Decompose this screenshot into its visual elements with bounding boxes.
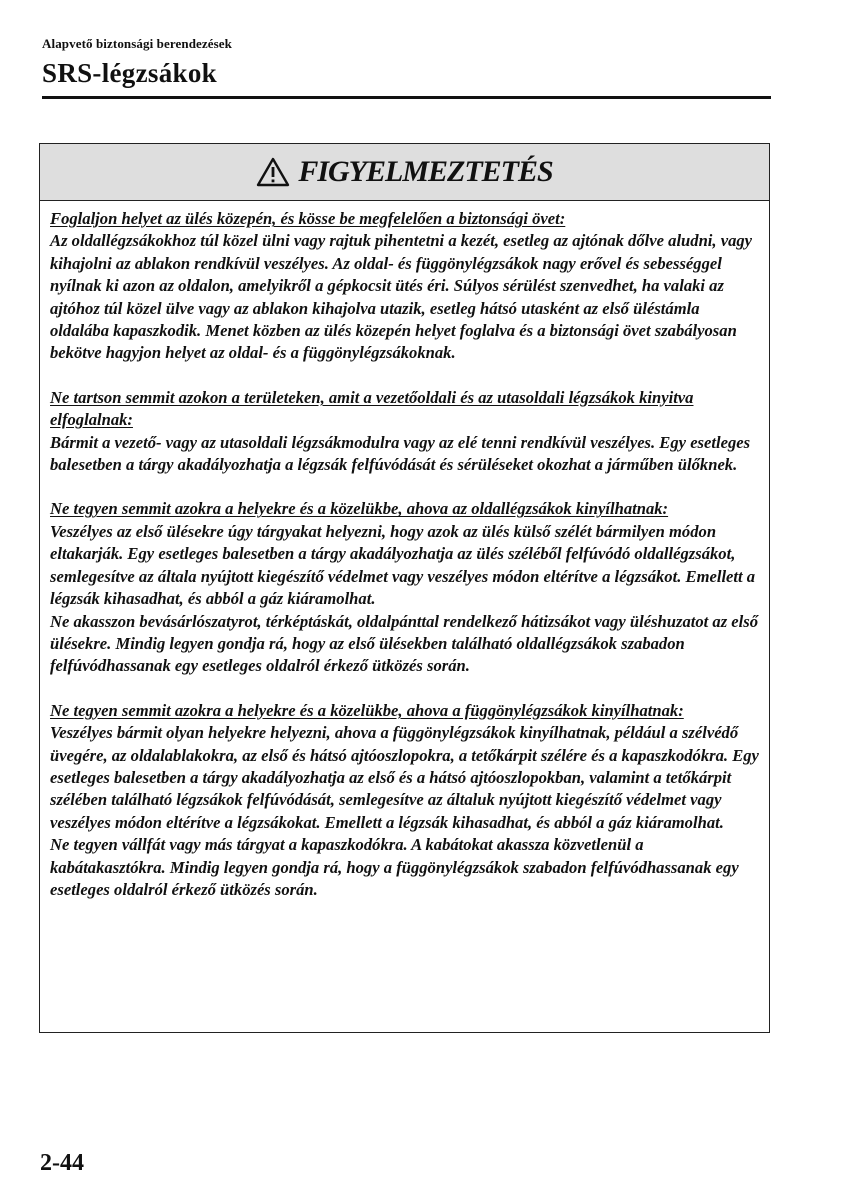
section-heading: Ne tegyen semmit azokra a helyekre és a közelükbe, ahova az oldallégzsákok kinyílhatnak: [50,499,669,519]
section-paragraph: Veszélyes bármit olyan helyekre helyezni, ahova a függönylégzsákok kinyílhatnak, például a szélvédő üvegére, az oldalablakokra, az első és hátsó ajtóoszlopokra, a tetőkárpit szélére és a kapaszkodókra. Egy esetleges balesetben a tárgy akadályozhatja az első és a hátsó ajtóoszlopokban, valamint a tetőkárpit szélében található légzsákok felfúvódását, semlegesítve az általuk nyújtott kiegészítő védelmet vagy veszélyes módon eltérítve a légzsákokat. Emellett a légzsák kihasadhat, és abból a gáz kiáramolhat. [50,723,759,832]
section-heading: Ne tartson semmit azokon a területeken, amit a vezetőoldali és az utasoldali légzsákok kinyitva elfoglalnak: [50,387,694,430]
warning-title: FIGYELMEZTETÉS [298,155,553,188]
warning-section-front-airbags [50,387,759,477]
warning-section-side-airbags [50,498,759,677]
page-title: SRS-légzsákok [42,58,217,88]
section-paragraph: Veszélyes az első ülésekre úgy tárgyakat helyezni, hogy azok az ülés külső szélét bármilyen módon eltakarják. Egy esetleges balesetben a tárgy akadályozhatja az ülés széléből felfúvódó oldallégzsákot, semlegesítve az általa nyújtott kiegészítő védelmet vagy veszélyes módon eltérítve a légzsákot. Emellett a légzsák kihasadhat, és abból a gáz kiáramolhat. [50,521,756,609]
section-heading: Foglaljon helyet az ülés közepén, és kösse be megfelelően a biztonsági övet: [50,209,566,228]
section-paragraph: Az oldallégzsákokhoz túl közel ülni vagy rajtuk pihentetni a kezét, esetleg az ajtónak dőlve aludni, vagy kihajolni az ablakon rendkívül veszélyes. Az oldal- és függönylégzsákok nagy erővel és sebességgel nyílnak ki azon az oldalon, amelyikről a gépkocsit ütés éri. Súlyos sérülést szenvedhet, ha valaki az ajtóhoz túl közel ülve vagy az ablakon kihajolva utazik, esetleg hátsó utasként az első üléstámla oldalába kapaszkodik. Menet közben az ülés közepén helyet foglalva és a biztonsági övet szabályosan bekötve hagyjon helyet az oldal- és a függönylégzsákoknak. [50,231,753,363]
section-paragraph: Ne akasszon bevásárlószatyrot, térképtáskát, oldalpánttal rendelkező hátizsákot vagy üléshuzatot az első ülésekre. Mindig legyen gondja rá, hogy az első ülésekben található oldallégzsákok szabadon felfúvódhassanak egy esetleges oldalról érkező ütközés során. [50,611,759,676]
warning-section-curtain-airbags [50,700,759,902]
section-heading: Ne tegyen semmit azokra a helyekre és a közelükbe, ahova a függönylégzsákok kinyílhatnak: [50,700,684,720]
title-divider [42,96,771,99]
page-number: 2-44 [40,1150,84,1176]
warning-header [40,144,769,201]
section-paragraph: Bármit a vezető- vagy az utasoldali légzsákmodulra vagy az elé tenni rendkívül veszélyes. Egy esetleges balesetben a tárgy akadályozhatja a légzsák felfúvódását és sérüléseket okozhat a járműben ülőknek. [50,432,751,475]
breadcrumb: Alapvető biztonsági berendezések [42,36,233,51]
section-paragraph: Ne tegyen vállfát vagy más tárgyat a kapaszkodókra. A kabátokat akassza közvetlenül a kabátakasztókra. Mindig legyen gondja rá, hogy a függönylégzsákok szabadon felfúvódhassanak egy esetleges oldalról érkező ütközés során. [50,835,739,899]
warning-box [39,143,770,1033]
warning-section-seating [50,208,759,365]
warning-triangle-icon [256,157,290,187]
warning-body [40,201,769,901]
